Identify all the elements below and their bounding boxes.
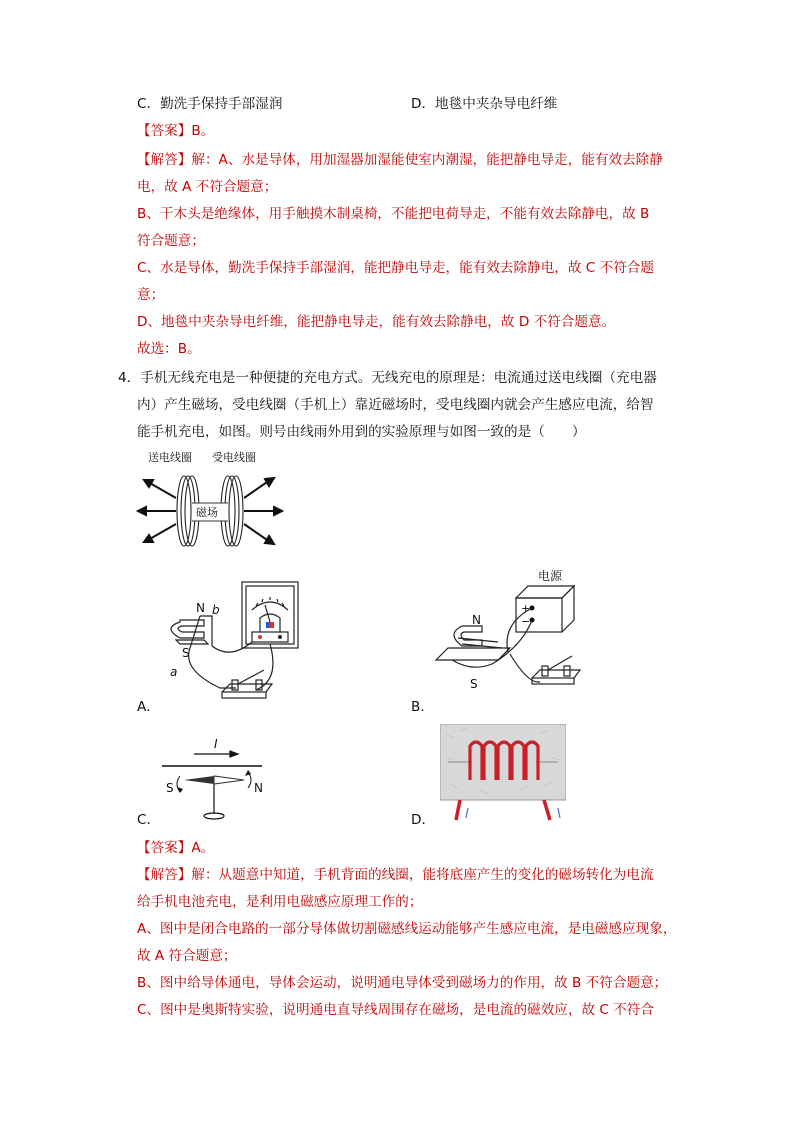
explanation-line: B、干木头是绝缘体，用手触摸木制桌椅，不能把电荷导走，不能有效去除静电，故 B	[137, 206, 650, 222]
question-number: 4．	[118, 370, 141, 386]
fig-b-s: S	[470, 677, 478, 691]
answer-line	[137, 121, 214, 141]
option-d-figure	[440, 724, 566, 824]
explanation-line: C、水是导体，勤洗手保持手部湿润，能把静电导走，能有效去除静电，故 C 不符合题	[137, 260, 654, 276]
explanation-line: 故 A 符合题意；	[137, 948, 237, 964]
explanation-text: 解：从题意中知道，手机背面的线圈，能将底座产生的变化的磁场转化为电流	[191, 867, 654, 883]
explanation-line: 意；	[137, 287, 165, 303]
option-c-figure	[158, 732, 268, 824]
fig-c-n: N	[254, 781, 263, 795]
fig-a-b: b	[212, 603, 220, 617]
fig-b-n: N	[472, 613, 481, 627]
fig-b-power: 电源	[538, 569, 563, 583]
option-a-label: A．	[137, 699, 160, 715]
explanation-line	[137, 150, 663, 170]
fig-b-minus: −	[521, 615, 531, 628]
option-b-label: B．	[411, 699, 434, 715]
explanation-tag: 【解答】	[137, 867, 192, 883]
explanation-line: A、图中是闭合电路的一部分导体做切割磁感线运动能够产生感应电流，是电磁感应现象，	[137, 921, 677, 937]
option-d: D．地毯中夹杂导电纤维	[411, 96, 558, 112]
fig-b-plus: +	[521, 602, 531, 615]
option-b-figure	[432, 564, 582, 694]
recv-coil-label: 受电线圈	[212, 451, 256, 464]
option-a-figure	[160, 580, 305, 700]
fig-c-i: I	[214, 737, 218, 751]
option-c: C．勤洗手保持手部湿润	[137, 96, 283, 112]
answer-line	[137, 838, 214, 858]
option-c-label: C．	[137, 812, 161, 828]
answer-tag: 【答案】	[137, 840, 192, 856]
explanation-line: D、地毯中夹杂导电纤维，能把静电导走，能有效去除静电，故 D 不符合题意。	[137, 314, 616, 330]
answer-value: B。	[191, 123, 215, 139]
explanation-line: 给手机电池充电，是利用电磁感应原理工作的；	[137, 894, 423, 910]
question-stem-line: 内）产生磁场，受电线圈（手机上）靠近磁场时，受电线圈内就会产生感应电流，给智	[137, 397, 654, 413]
answer-tag: 【答案】	[137, 123, 192, 139]
option-d-label: D．	[411, 812, 436, 828]
explanation-line: 符合题意；	[137, 233, 205, 249]
fig-a-a: a	[170, 665, 178, 679]
explanation-line: 电，故 A 不符合题意；	[137, 179, 278, 195]
fig-a-s: S	[182, 646, 190, 660]
question-stem-text: 手机无线充电是一种便捷的充电方式。无线充电的原理是：电流通过送电线圈（充电器	[140, 370, 657, 386]
field-label: 磁场	[196, 506, 218, 519]
wireless-coils-figure	[134, 448, 284, 553]
question-4-stem	[118, 368, 657, 388]
send-coil-label: 送电线圈	[148, 451, 192, 464]
explanation-line	[137, 865, 654, 885]
question-stem-line: 能手机充电，如图。则号由线雨外用到的实验原理与如图一致的是（ ）	[137, 424, 586, 440]
answer-value: A。	[191, 840, 215, 856]
explanation-line: C、图中是奥斯特实验，说明通电直导线周围存在磁场，是电流的磁效应，故 C 不符合	[137, 1002, 654, 1018]
fig-a-n: N	[196, 601, 205, 615]
explanation-line: 故选：B。	[137, 341, 201, 357]
fig-c-s: S	[166, 781, 174, 795]
explanation-tag: 【解答】	[137, 152, 192, 168]
explanation-text: 解：A、水是导体，用加湿器加湿能使室内潮湿，能把静电导走，能有效去除静	[191, 152, 663, 168]
explanation-line: B、图中给导体通电，导体会运动，说明通电导体受到磁场力的作用，故 B 不符合题意；	[137, 975, 668, 991]
